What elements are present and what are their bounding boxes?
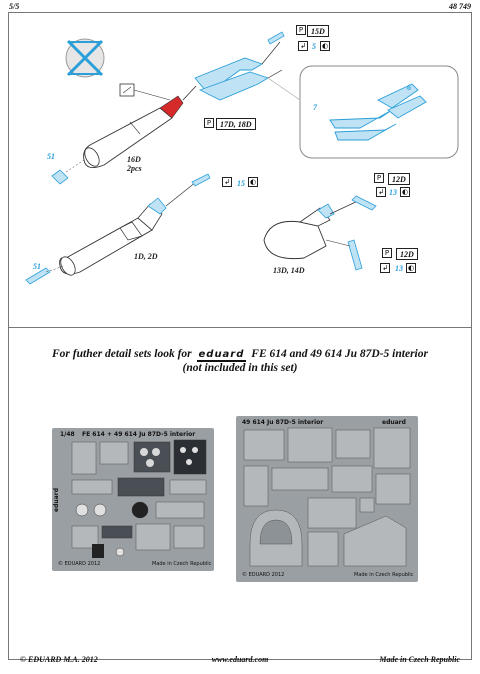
part-number-5: 5 (312, 42, 316, 51)
promo-suffix: FE 614 and 49 614 Ju 87D-5 interior (251, 348, 428, 360)
footer-copyright: © EDUARD M.A. 2012 (20, 655, 98, 664)
section-divider (8, 327, 472, 328)
paint-icon: Р (374, 173, 384, 183)
footer-website: www.eduard.com (211, 655, 269, 664)
fret-fe614-brand: eduard (53, 488, 60, 512)
page-number: 5/5 (9, 2, 20, 11)
ref-12d-lower: 12D (396, 248, 418, 260)
fret-fe614 (52, 428, 214, 571)
set-code: 48 749 (449, 2, 471, 11)
eduard-logo: eduard (198, 349, 245, 360)
fret-49614-brand: eduard (382, 419, 406, 426)
fret-fe614-title: FE 614 + 49 614 Ju 87D-5 interior (82, 431, 196, 438)
fret-49614-made: Made in Czech Republic (354, 572, 414, 578)
ref-17d-18d: 17D, 18D (216, 118, 256, 130)
promo-prefix: For futher detail sets look for (52, 348, 192, 360)
part-number-13-lower: 13 (395, 264, 403, 273)
half-circle-icon: ◐ (321, 42, 329, 50)
half-circle-icon: ◐ (249, 178, 257, 186)
fret-fe614-scale: 1/48 (60, 431, 75, 438)
half-circle-icon: ◐ (401, 188, 409, 196)
fret-fe614-copyright: © EDUARD 2012 (58, 561, 101, 567)
label-16d: 16D (127, 155, 141, 164)
fret-fe614-made: Made in Czech Republic (152, 561, 212, 567)
promo-line-1 (0, 348, 480, 362)
fin-parts (195, 32, 284, 100)
bend-icon: ↲ (376, 187, 386, 197)
bend-icon: ↲ (380, 263, 390, 273)
detail-callout (268, 66, 458, 158)
remove-part-symbol (66, 39, 104, 77)
paint-icon: Р (382, 248, 392, 258)
fret-49614-title: 49 614 Ju 87D-5 interior (242, 419, 324, 426)
footer-made-in: Made in Czech Republic (379, 655, 460, 664)
fret-fe614-parts (52, 428, 214, 571)
fret-49614 (236, 416, 418, 582)
bomb-13d-14d (264, 196, 376, 270)
part-number-15: 15 (237, 179, 245, 188)
bend-icon: ↲ (222, 177, 232, 187)
label-13d-14d: 13D, 14D (273, 266, 305, 275)
ref-12d-upper: 12D (388, 173, 410, 185)
part-number-51-lower: 51 (33, 262, 41, 271)
instruction-diagram (8, 12, 472, 327)
bomb-16d (52, 84, 196, 184)
part-number-6: 6 (407, 83, 411, 92)
ref-15d: 15D (307, 25, 329, 37)
paint-icon: Р (204, 118, 214, 128)
half-circle-icon: ◐ (407, 264, 415, 272)
part-number-51-upper: 51 (47, 152, 55, 161)
part-number-7: 7 (313, 103, 317, 112)
label-16d-qty: 2pcs (127, 164, 142, 173)
bomb-1d-2d (26, 174, 210, 284)
fret-49614-copyright: © EDUARD 2012 (242, 572, 285, 578)
part-number-13-upper: 13 (389, 188, 397, 197)
fret-49614-parts (236, 416, 418, 582)
bend-icon: ↲ (298, 41, 308, 51)
paint-icon: Р (296, 25, 306, 35)
label-1d-2d: 1D, 2D (134, 252, 158, 261)
promo-line-2: (not included in this set) (182, 362, 298, 374)
